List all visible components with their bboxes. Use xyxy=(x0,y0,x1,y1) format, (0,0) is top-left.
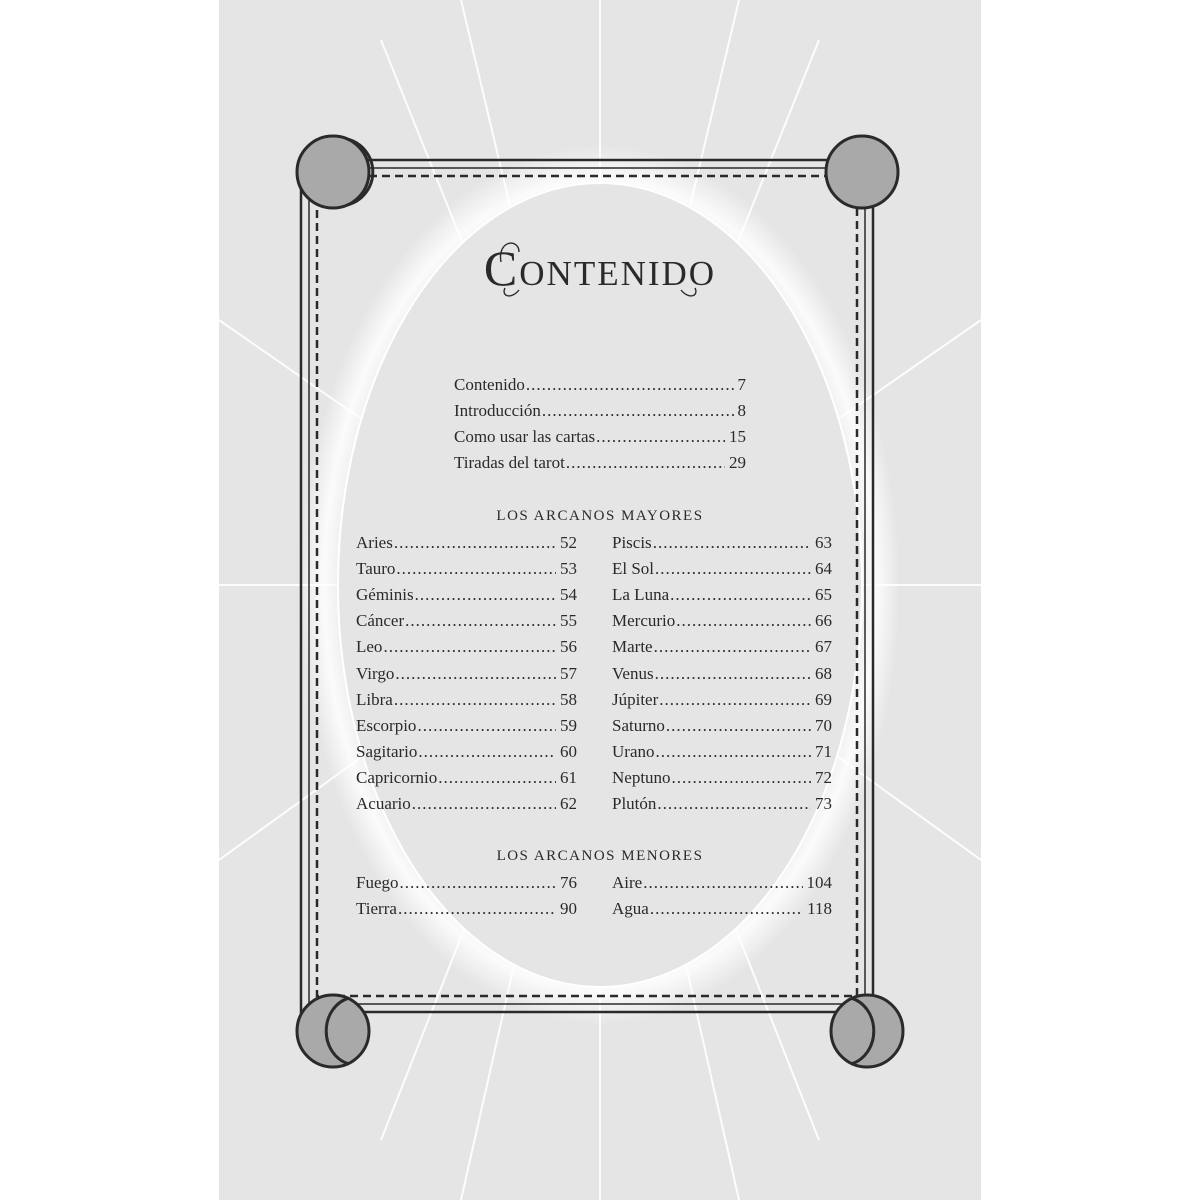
toc-entry xyxy=(454,372,746,398)
toc-entry-label: Fuego xyxy=(356,873,399,892)
toc-leader-dots xyxy=(654,634,811,660)
moon-top-right-icon xyxy=(826,136,898,208)
toc-leader-dots xyxy=(672,765,811,791)
toc-entry xyxy=(454,398,746,424)
toc-entry-label: Neptuno xyxy=(612,767,671,787)
toc-entry-label: Marte xyxy=(612,637,653,657)
toc-entry xyxy=(356,765,577,791)
toc-entry-page: 67 xyxy=(815,637,832,657)
toc-leader-dots xyxy=(417,713,556,739)
toc-entry-label: Venus xyxy=(612,663,654,683)
toc-entry xyxy=(612,530,832,556)
toc-leader-dots xyxy=(383,634,556,660)
toc-entry-page: 8 xyxy=(737,401,746,420)
toc-entry-label: Acuario xyxy=(356,794,411,813)
toc-entry-page: 63 xyxy=(815,533,832,552)
page-title: Contenido xyxy=(483,240,717,296)
toc-entry xyxy=(612,661,832,687)
toc-entry xyxy=(356,634,577,660)
toc-entry xyxy=(612,582,832,608)
toc-entry-label: Aries xyxy=(356,533,393,552)
toc-entry-page: 55 xyxy=(560,611,577,631)
toc-leader-dots xyxy=(659,687,811,713)
toc-entry-label: Géminis xyxy=(356,585,414,605)
page-ornament xyxy=(219,0,981,1200)
toc-entry-page: 53 xyxy=(560,559,577,579)
toc-leader-dots xyxy=(666,713,811,739)
toc-entry xyxy=(454,450,746,476)
toc-leader-dots xyxy=(400,870,557,896)
toc-entry xyxy=(356,556,577,582)
toc-entry-label: La Luna xyxy=(612,585,670,605)
toc-entry-page: 104 xyxy=(806,873,832,892)
toc-leader-dots xyxy=(405,608,556,634)
toc-entry xyxy=(612,634,832,660)
toc-entry xyxy=(612,556,832,582)
toc-entry xyxy=(356,870,577,896)
toc-entry-page: 57 xyxy=(560,663,577,683)
toc-entry-label: Tiradas del tarot xyxy=(454,453,565,472)
toc-entry xyxy=(356,661,577,687)
toc-leader-dots xyxy=(418,739,556,765)
toc-entry-label: Saturno xyxy=(612,715,665,735)
toc-leader-dots xyxy=(542,398,734,424)
toc-entry-page: 60 xyxy=(560,741,577,761)
toc-leader-dots xyxy=(394,687,556,713)
moon-bottom-right-icon xyxy=(831,995,903,1067)
toc-entry xyxy=(612,870,832,896)
toc-entry xyxy=(612,896,832,922)
toc-leader-dots xyxy=(676,608,811,634)
toc-leader-dots xyxy=(670,582,811,608)
toc-entry-label: Leo xyxy=(356,637,383,657)
toc-entry-page: 64 xyxy=(815,559,832,579)
toc-entry-page: 15 xyxy=(729,427,746,446)
section-heading-menores: LOS ARCANOS MENORES xyxy=(496,848,704,864)
toc-entry-label: Virgo xyxy=(356,663,395,683)
toc-entry-label: Aire xyxy=(612,873,643,892)
toc-entry xyxy=(356,791,577,817)
toc-entry-label: Capricornio xyxy=(356,767,438,787)
toc-entry-page: 69 xyxy=(815,689,832,709)
book-page xyxy=(219,0,981,1200)
toc-entry xyxy=(612,739,832,765)
toc-leader-dots xyxy=(415,582,556,608)
toc-leader-dots xyxy=(438,765,556,791)
toc-entry-label: Introducción xyxy=(454,401,541,420)
toc-entry-label: Piscis xyxy=(612,533,652,552)
toc-leader-dots xyxy=(395,661,556,687)
toc-entry-label: Plutón xyxy=(612,794,657,813)
toc-entry xyxy=(356,608,577,634)
toc-leader-dots xyxy=(412,791,556,817)
toc-entry-label: El Sol xyxy=(612,559,655,579)
toc-entry-label: Agua xyxy=(612,899,649,919)
toc-entry-page: 58 xyxy=(560,689,577,709)
toc-entry-page: 7 xyxy=(737,375,746,394)
toc-leader-dots xyxy=(650,896,803,922)
toc-entry-page: 73 xyxy=(815,794,832,813)
section-heading-mayores: LOS ARCANOS MAYORES xyxy=(496,508,704,524)
toc-entry-page: 54 xyxy=(560,585,577,605)
toc-entry-page: 70 xyxy=(815,715,832,735)
toc-leader-dots xyxy=(655,661,811,687)
toc-entry-label: Como usar las cartas xyxy=(454,427,596,446)
toc-leader-dots xyxy=(596,424,725,450)
toc-entry-page: 118 xyxy=(807,899,832,919)
toc-entry xyxy=(356,739,577,765)
toc-entry xyxy=(612,608,832,634)
toc-entry-page: 66 xyxy=(815,611,832,631)
toc-entry-label: Cáncer xyxy=(356,611,405,631)
toc-entry-page: 56 xyxy=(560,637,577,657)
toc-entry-page: 90 xyxy=(560,899,577,919)
toc-entry-label: Tierra xyxy=(356,899,397,919)
toc-leader-dots xyxy=(398,896,556,922)
toc-entry xyxy=(356,687,577,713)
toc-entry-page: 61 xyxy=(560,767,577,787)
toc-entry-page: 59 xyxy=(560,715,577,735)
toc-entry-page: 72 xyxy=(815,767,832,787)
toc-entry-label: Contenido xyxy=(454,375,525,394)
toc-entry-label: Escorpio xyxy=(356,715,417,735)
toc-entry xyxy=(612,765,832,791)
toc-leader-dots xyxy=(655,556,811,582)
toc-entry-page: 71 xyxy=(815,741,832,761)
toc-leader-dots xyxy=(643,870,802,896)
toc-leader-dots xyxy=(566,450,725,476)
toc-entry xyxy=(356,582,577,608)
toc-entry-page: 52 xyxy=(560,533,577,552)
toc-entry-page: 62 xyxy=(560,794,577,813)
toc-entry xyxy=(612,791,832,817)
toc-entry-page: 68 xyxy=(815,663,832,683)
toc-entry-label: Mercurio xyxy=(612,611,676,631)
toc-entry-label: Libra xyxy=(356,689,393,709)
toc-entry-page: 65 xyxy=(815,585,832,605)
toc-entry xyxy=(612,687,832,713)
toc-leader-dots xyxy=(526,372,734,398)
toc-leader-dots xyxy=(653,530,811,556)
toc-entry-page: 29 xyxy=(729,453,746,472)
toc-leader-dots xyxy=(394,530,556,556)
toc-leader-dots xyxy=(657,791,811,817)
toc-entry xyxy=(356,896,577,922)
toc-leader-dots xyxy=(655,739,811,765)
toc-entry xyxy=(356,530,577,556)
toc-entry-page: 76 xyxy=(560,873,577,892)
moon-top-left-icon xyxy=(297,136,373,208)
moon-bottom-left-icon xyxy=(297,995,369,1067)
toc-entry-label: Tauro xyxy=(356,559,396,579)
toc-entry-label: Júpiter xyxy=(612,689,659,709)
toc-entry-label: Sagitario xyxy=(356,741,418,761)
toc-entry xyxy=(356,713,577,739)
toc-entry xyxy=(612,713,832,739)
toc-leader-dots xyxy=(396,556,556,582)
toc-entry-label: Urano xyxy=(612,741,655,761)
toc-entry xyxy=(454,424,746,450)
